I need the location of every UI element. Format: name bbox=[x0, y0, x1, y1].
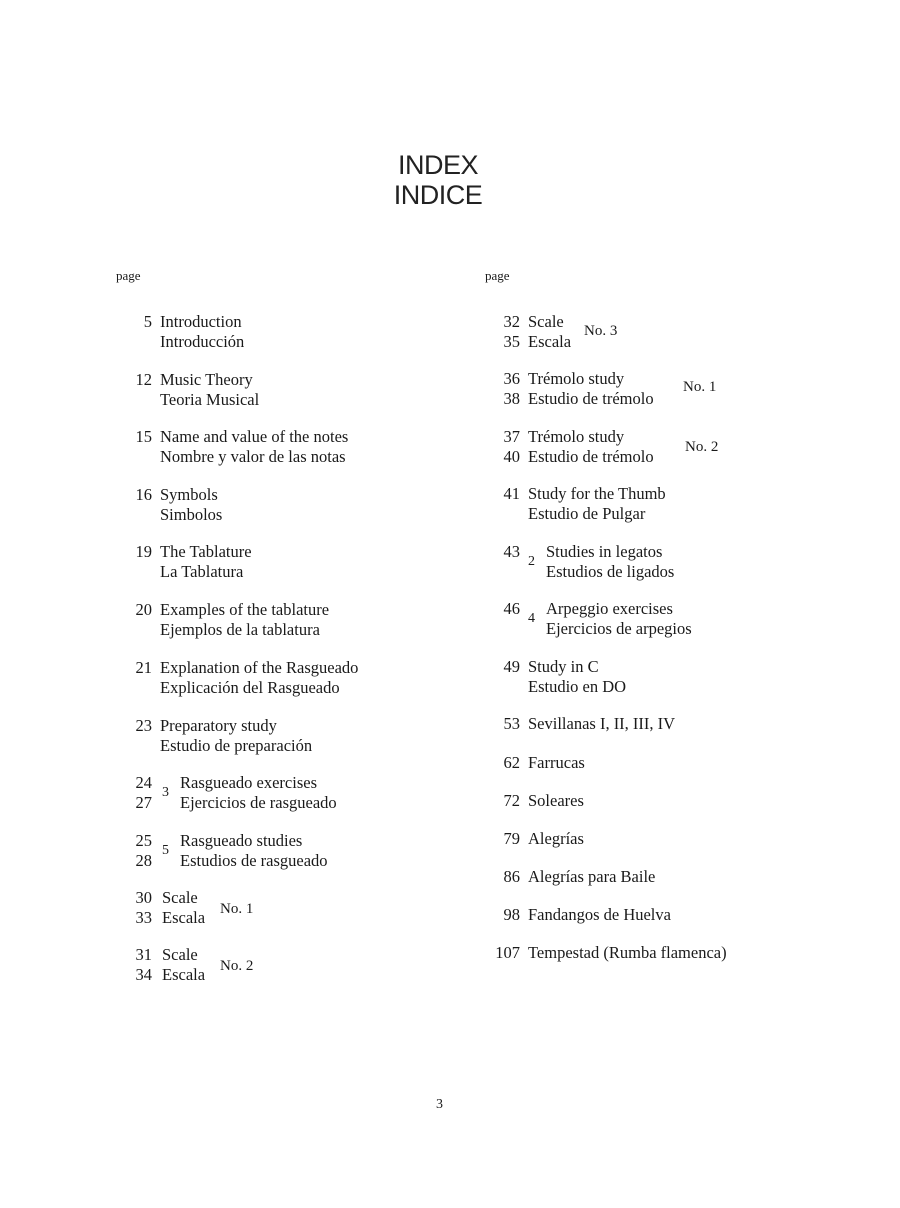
item-count: 5 bbox=[162, 843, 169, 858]
entry-title-es: Estudio de trémolo bbox=[528, 447, 654, 466]
entry-title-es: Escala bbox=[162, 965, 206, 984]
page-number: 12 bbox=[135, 370, 152, 389]
entry-title: Sevillanas I, II, III, IV bbox=[528, 714, 676, 733]
page-number-es: 27 bbox=[135, 793, 152, 812]
entry-title-en: Preparatory study bbox=[160, 716, 277, 735]
entry-title-en: Scale bbox=[162, 945, 198, 964]
entry-title-en: Rasgueado studies bbox=[180, 831, 303, 850]
entry-title-en: Scale bbox=[162, 888, 198, 907]
page-number-es: 40 bbox=[503, 447, 520, 466]
entry-title-en: Examples of the tablature bbox=[160, 600, 330, 619]
entry-title-en: Study in C bbox=[528, 657, 599, 676]
entry-title-es: Estudio de Pulgar bbox=[528, 504, 646, 523]
entry-title: Soleares bbox=[528, 791, 584, 810]
index-title: INDEX bbox=[397, 150, 479, 180]
page-number: 21 bbox=[135, 658, 152, 677]
entry-title-es: Estudios de rasgueado bbox=[180, 851, 328, 870]
entry-title-en: Symbols bbox=[160, 485, 218, 504]
page-number: 5 bbox=[143, 312, 152, 331]
entry-number: No. 1 bbox=[220, 901, 254, 917]
entry-title-es: Simbolos bbox=[160, 505, 223, 524]
entry-title-en: Arpeggio exercises bbox=[546, 599, 673, 618]
item-count: 4 bbox=[528, 611, 535, 626]
page-number: 43 bbox=[503, 542, 520, 561]
entry-number: No. 2 bbox=[220, 958, 254, 974]
entry-title: Alegrías para Baile bbox=[528, 867, 656, 886]
page-number: 62 bbox=[503, 753, 520, 772]
page-number-en: 30 bbox=[135, 888, 152, 907]
page-number: 46 bbox=[503, 599, 520, 618]
page-number-es: 28 bbox=[135, 851, 152, 870]
page-number-es: 35 bbox=[503, 332, 520, 351]
page-number-en: 25 bbox=[135, 831, 152, 850]
page-number: 15 bbox=[135, 427, 152, 446]
page-folio: 3 bbox=[436, 1097, 443, 1112]
entry-title-es: Ejercicios de rasgueado bbox=[180, 793, 337, 812]
page-number-en: 36 bbox=[503, 369, 520, 388]
entry-title-es: Ejemplos de la tablatura bbox=[160, 620, 320, 639]
page-number: 19 bbox=[135, 542, 152, 561]
page-number: 98 bbox=[503, 905, 520, 924]
entry-title-es: La Tablatura bbox=[160, 562, 244, 581]
entry-title-es: Estudios de ligados bbox=[546, 562, 675, 581]
entry-number: No. 2 bbox=[685, 439, 719, 455]
item-count: 2 bbox=[528, 554, 535, 569]
item-count: 3 bbox=[162, 785, 169, 800]
left-page-label: page bbox=[116, 268, 141, 283]
entry-title-es: Escala bbox=[162, 908, 206, 927]
page-number-es: 34 bbox=[135, 965, 152, 984]
page-number-es: 33 bbox=[135, 908, 152, 927]
entry-title-en: Rasgueado exercises bbox=[180, 773, 317, 792]
entry-number: No. 1 bbox=[683, 379, 717, 395]
entry-title-es: Estudio de preparación bbox=[160, 736, 313, 755]
entry-title: Alegrías bbox=[528, 829, 584, 848]
page-number: 23 bbox=[135, 716, 152, 735]
page-number-en: 32 bbox=[503, 312, 520, 331]
page-number: 41 bbox=[503, 484, 520, 503]
entry-title-en: Trémolo study bbox=[528, 427, 625, 446]
indice-title: INDICE bbox=[393, 180, 483, 210]
entry-title-en: Explanation of the Rasgueado bbox=[160, 658, 359, 677]
entry-title-en: Studies in legatos bbox=[546, 542, 663, 561]
entry-title-en: Introduction bbox=[160, 312, 242, 331]
entry-title-es: Nombre y valor de las notas bbox=[160, 447, 346, 466]
entry-title-es: Introducción bbox=[160, 332, 245, 351]
entry-title-es: Escala bbox=[528, 332, 572, 351]
page-number: 20 bbox=[135, 600, 152, 619]
page-number-en: 31 bbox=[135, 945, 152, 964]
entry-title-es: Estudio en DO bbox=[528, 677, 627, 696]
entry-title: Tempestad (Rumba flamenca) bbox=[528, 943, 727, 962]
page-number: 86 bbox=[503, 867, 520, 886]
entry-title-en: Study for the Thumb bbox=[528, 484, 666, 503]
entry-title-es: Explicación del Rasgueado bbox=[160, 678, 340, 697]
entry-title-es: Ejercicios de arpegios bbox=[546, 619, 692, 638]
page-number: 16 bbox=[135, 485, 152, 504]
entry-title-en: The Tablature bbox=[160, 542, 252, 561]
page-number: 79 bbox=[503, 829, 520, 848]
entry-number: No. 3 bbox=[584, 323, 618, 339]
page-number: 49 bbox=[503, 657, 520, 676]
entry-title-en: Name and value of the notes bbox=[160, 427, 349, 446]
entry-title-en: Scale bbox=[528, 312, 564, 331]
page-number: 72 bbox=[503, 791, 520, 810]
page-number: 107 bbox=[495, 943, 520, 962]
page-number: 53 bbox=[503, 714, 520, 733]
page-number-es: 38 bbox=[503, 389, 520, 408]
entry-title: Farrucas bbox=[528, 753, 585, 772]
page-number-en: 24 bbox=[135, 773, 152, 792]
page-number-en: 37 bbox=[503, 427, 520, 446]
entry-title-en: Trémolo study bbox=[528, 369, 625, 388]
entry-title: Fandangos de Huelva bbox=[528, 905, 671, 924]
entry-title-es: Estudio de trémolo bbox=[528, 389, 654, 408]
entry-title-en: Music Theory bbox=[160, 370, 253, 389]
right-page-label: page bbox=[485, 268, 510, 283]
entry-title-es: Teoria Musical bbox=[160, 390, 260, 409]
